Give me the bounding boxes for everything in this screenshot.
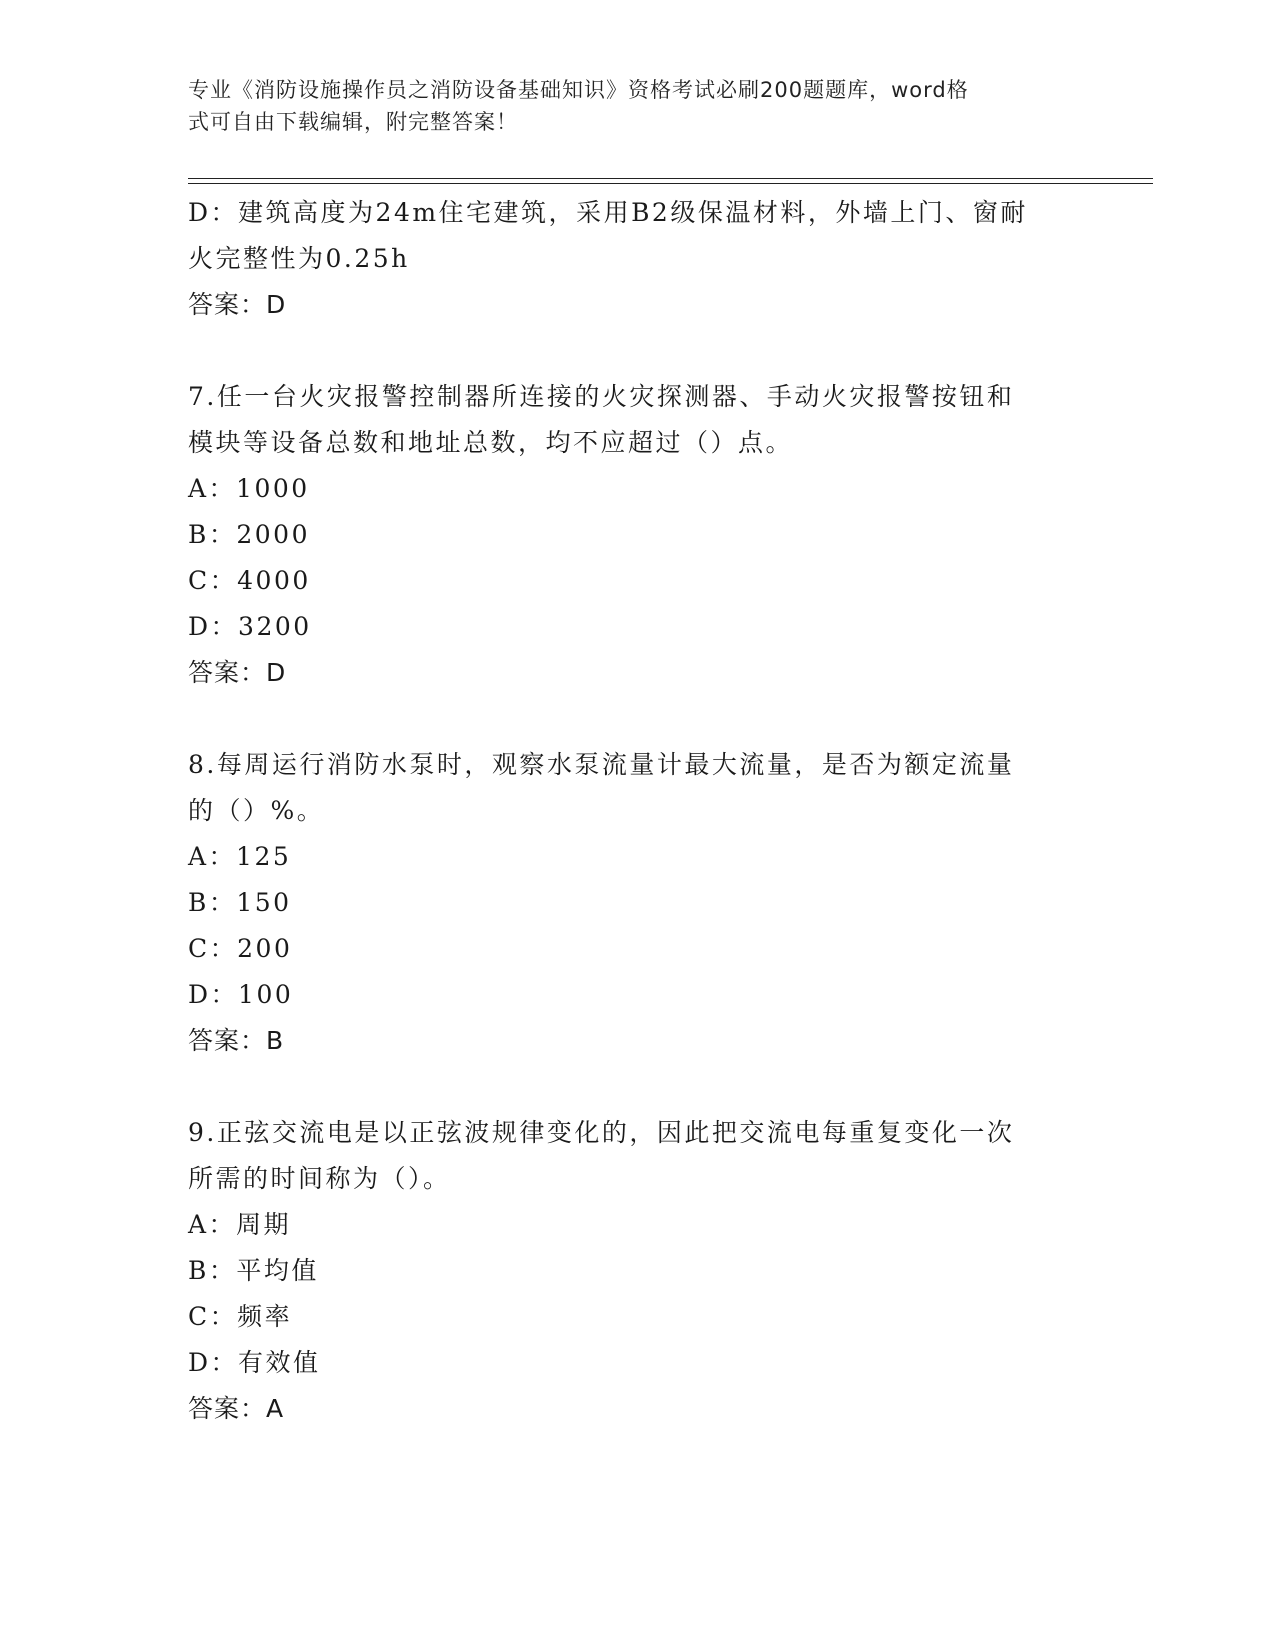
question-stem-line-1: 8.每周运行消防水泵时，观察水泵流量计最大流量，是否为额定流量 xyxy=(188,750,1015,779)
spacer xyxy=(188,1064,1068,1110)
question-8 xyxy=(188,742,1068,1064)
spacer xyxy=(188,328,1068,374)
question-stem-line-2: 的（）%。 xyxy=(188,796,325,825)
option-d-line-2: 火完整性为0.25h xyxy=(188,244,410,273)
option-a: A：周期 xyxy=(188,1210,292,1239)
option-b: B：150 xyxy=(188,888,292,917)
option-d: D：3200 xyxy=(188,612,312,641)
option-a: A：125 xyxy=(188,842,292,871)
option-c: C：200 xyxy=(188,934,293,963)
header-line-1: 专业《消防设施操作员之消防设备基础知识》资格考试必刷200题题库，word格 xyxy=(188,78,969,102)
header-divider-top xyxy=(188,178,1153,179)
question-6-continuation xyxy=(188,190,1068,328)
answer-label: 答案：B xyxy=(188,1026,285,1055)
option-c: C：4000 xyxy=(188,566,311,595)
answer-label: 答案：A xyxy=(188,1394,285,1423)
question-stem-line-1: 9.正弦交流电是以正弦波规律变化的，因此把交流电每重复变化一次 xyxy=(188,1118,1015,1147)
answer-label: 答案：D xyxy=(188,290,287,319)
question-stem-line-2: 模块等设备总数和地址总数，均不应超过（）点。 xyxy=(188,428,794,457)
option-b: B：平均值 xyxy=(188,1256,319,1285)
option-d-line-1: D：建筑高度为24m住宅建筑，采用B2级保温材料，外墙上门、窗耐 xyxy=(188,198,1028,227)
header-divider-bottom xyxy=(188,183,1153,184)
page-header xyxy=(188,74,1068,138)
option-b: B：2000 xyxy=(188,520,310,549)
question-9 xyxy=(188,1110,1068,1432)
option-d: D：100 xyxy=(188,980,294,1009)
spacer xyxy=(188,696,1068,742)
option-a: A：1000 xyxy=(188,474,310,503)
option-d: D：有效值 xyxy=(188,1348,321,1377)
option-c: C：频率 xyxy=(188,1302,293,1331)
question-stem-line-2: 所需的时间称为（）。 xyxy=(188,1164,451,1193)
question-7 xyxy=(188,374,1068,696)
question-stem-line-1: 7.任一台火灾报警控制器所连接的火灾探测器、手动火灾报警按钮和 xyxy=(188,382,1015,411)
header-line-2: 式可自由下载编辑，附完整答案！ xyxy=(188,110,518,134)
question-content xyxy=(188,190,1068,1432)
answer-label: 答案：D xyxy=(188,658,287,687)
